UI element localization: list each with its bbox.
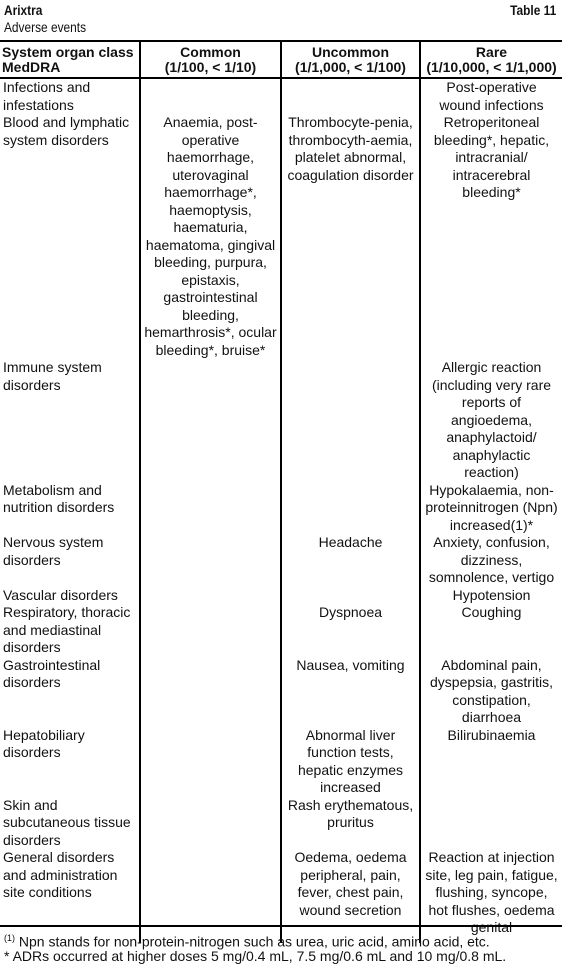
table-row xyxy=(0,727,562,797)
column-header-line2: (1/10,000, < 1/1,000) xyxy=(426,59,557,75)
common-cell xyxy=(140,534,281,587)
uncommon-cell xyxy=(281,78,420,114)
soc-cell: Infections and infestations xyxy=(3,79,91,113)
uncommon-cell: Abnormal liver function tests, hepatic enzymes increased xyxy=(281,727,420,797)
column-header-common xyxy=(140,41,281,78)
rare-cell: Coughing xyxy=(420,604,562,657)
uncommon-cell: Nausea, vomiting xyxy=(281,657,420,727)
table-row xyxy=(0,849,562,943)
uncommon-cell: Thrombocyte-penia, thrombocyth-aemia, platelet abnormal, coagulation disorder xyxy=(281,114,420,359)
rare-cell: Anxiety, confusion, dizziness, somnolence, vertigo xyxy=(420,534,562,587)
table-row xyxy=(0,359,562,482)
common-cell xyxy=(140,797,281,850)
table-number: Table 11 xyxy=(509,2,556,18)
table-row xyxy=(0,657,562,727)
common-cell xyxy=(140,657,281,727)
rare-cell: Allergic reaction (including very rare reports of angioedema, anaphylactoid/ anaphylactic reaction) xyxy=(420,359,562,482)
soc-cell: Nervous system disorders xyxy=(3,534,104,568)
column-header-uncommon xyxy=(281,41,420,78)
soc-cell: Blood and lymphatic system disorders xyxy=(3,114,130,148)
footnote-1-text: Npn stands for non-protein-nitrogen such as urea, uric acid, amino acid, etc. xyxy=(15,933,490,950)
rare-cell: Post-operative wound infections xyxy=(420,78,562,114)
table-row xyxy=(0,604,562,657)
common-cell xyxy=(140,482,281,535)
document-header xyxy=(4,0,558,40)
table-row xyxy=(0,482,562,535)
rare-cell: Abdominal pain, dyspepsia, gastritis, constipation, diarrhoea xyxy=(420,657,562,727)
column-header-line2: (1/1,000, < 1/100) xyxy=(295,59,406,75)
column-header-line2: MedDRA xyxy=(2,59,61,75)
common-cell xyxy=(140,727,281,797)
soc-cell: Gastrointestinal disorders xyxy=(3,656,101,690)
rare-cell: Reaction at injection site, leg pain, fatigue, flushing, syncope, hot flushes, oedema genital xyxy=(420,849,562,943)
drug-name: Arixtra xyxy=(4,2,43,18)
uncommon-cell: Headache xyxy=(281,534,420,587)
common-cell xyxy=(140,604,281,657)
table-subtitle: Adverse events xyxy=(4,19,87,35)
rare-cell xyxy=(420,797,562,850)
header-row xyxy=(0,41,562,78)
uncommon-cell xyxy=(281,482,420,535)
common-cell: Anaemia, post-operative haemorrhage, uterovaginal haemorrhage*, haemoptysis, haematuria, haematoma, gingival bleeding, purpura, epistaxis, gastrointestinal bleeding, hemarthrosis*, ocular bleeding*, bruise* xyxy=(140,114,281,359)
column-header-line2: (1/100, < 1/10) xyxy=(164,59,257,75)
uncommon-cell: Rash erythematous, pruritus xyxy=(281,797,420,850)
column-header-soc xyxy=(0,41,140,78)
footnotes xyxy=(0,925,562,964)
common-cell xyxy=(140,849,281,943)
common-cell xyxy=(140,359,281,482)
column-header-line1: System organ class xyxy=(2,44,134,60)
adverse-events-table xyxy=(0,40,562,943)
uncommon-cell xyxy=(281,359,420,482)
soc-cell: Metabolism and nutrition disorders xyxy=(3,481,115,515)
table-row xyxy=(0,78,562,114)
soc-cell: General disorders and administration site conditions xyxy=(3,849,118,900)
footnote-marker: (1) xyxy=(4,933,15,943)
soc-cell: Skin and subcutaneous tissue disorders xyxy=(3,796,131,848)
rare-cell: Bilirubinaemia xyxy=(420,727,562,797)
uncommon-cell xyxy=(281,587,420,605)
soc-cell: Immune system disorders xyxy=(3,359,102,393)
footnote-2: * ADRs occurred at higher doses 5 mg/0.4 mL, 7.5 mg/0.6 mL and 10 mg/0.8 mL. xyxy=(4,948,507,964)
table-row xyxy=(0,797,562,850)
table-row xyxy=(0,587,562,605)
column-header-rare xyxy=(420,41,562,78)
column-header-line1: Common xyxy=(180,44,241,60)
rare-cell: Hypokalaemia, non-proteinnitrogen (Npn) increased(1)* xyxy=(420,482,562,535)
soc-cell: Respiratory, thoracic and mediastinal disorders xyxy=(3,604,131,655)
soc-cell: Hepatobiliary disorders xyxy=(3,726,85,760)
column-header-line1: Rare xyxy=(475,44,508,60)
uncommon-cell: Dyspnoea xyxy=(281,604,420,657)
rare-cell: Retroperitoneal bleeding*, hepatic, intracranial/ intracerebral bleeding* xyxy=(420,114,562,359)
table-row xyxy=(0,534,562,587)
rare-cell: Hypotension xyxy=(420,587,562,605)
uncommon-cell: Oedema, oedema peripheral, pain, fever, chest pain, wound secretion xyxy=(281,849,420,943)
common-cell xyxy=(140,587,281,605)
column-header-line1: Uncommon xyxy=(312,44,389,60)
soc-cell: Vascular disorders xyxy=(3,586,118,603)
common-cell xyxy=(140,78,281,114)
table-row xyxy=(0,114,562,359)
